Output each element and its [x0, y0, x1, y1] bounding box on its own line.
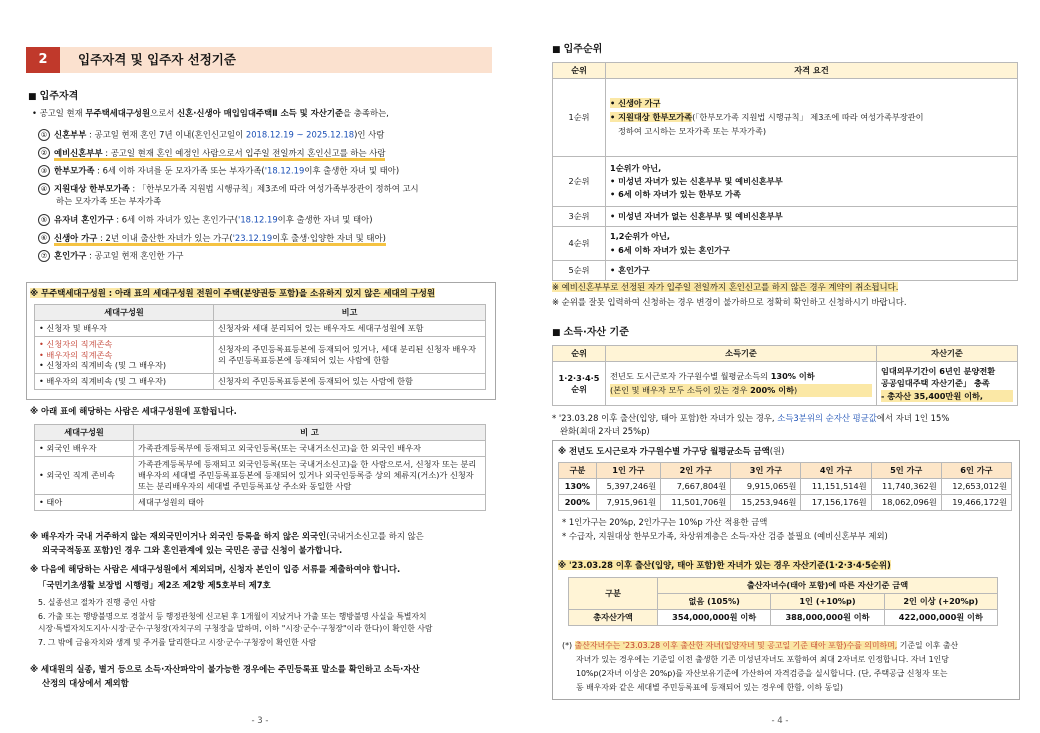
note-excluded-item: 시장·특별자치도지사·시장·군수·구청장(자치구의 구청장을 말하며, 이하 "시장·군수·구청장"이라 한다)이 확인한 사람 — [38, 624, 433, 633]
note-missing-member: ※ 세대원의 실종, 별거 등으로 소득·자산파악이 불가능한 경우에는 주민등록표 말소를 확인하고 소득·자산 — [30, 664, 420, 674]
th-note: 비 고 — [134, 425, 486, 441]
section-title: 입주자격 및 입주자 선정기준 — [78, 52, 236, 67]
monthly-income-title: ※ 전년도 도시근로자 가구원수별 가구당 월평균소득 금액(원) — [558, 446, 785, 456]
income-asset-table: 순위 소득기준 자산기준 1·2·3·4·5 순위 전년도 도시근로자 가구원수별 월평균소득의 130% 이하 (본인 및 배우자 모두 소득이 있는 경우 200% 이하) 임대의무기간이 6년인 분양전환 공공임대주택 자산기준」 충족 - 총자산 35,400만원 이하, — [552, 345, 1018, 406]
table-row: 3순위 • 미성년 자녀가 없는 신혼부부 및 예비신혼부부 — [553, 207, 1018, 227]
note-excluded-item: 6. 가출 또는 행방불명으로 경찰서 등 행정관청에 신고된 후 1개월이 지났거나 가출 또는 행방불명 사실을 특별자치 — [38, 612, 427, 621]
eligibility-intro: • 공고일 현재 무주택세대구성원으로서 신혼·신생아 매입임대주택Ⅱ 소득 및 자산기준을 충족하는, — [32, 108, 389, 118]
cell-note: 신청자의 주민등록표등본에 등재되어 있거나, 세대 분리된 신청자 배우자의 주민등록표등본에 등재되어 있는 사람에 한함 — [214, 337, 486, 374]
table-row — [35, 321, 486, 337]
table-row — [35, 374, 486, 390]
note-excluded: ※ 다음에 해당하는 사람은 세대구성원에서 제외되며, 신청자 본인이 입증 서류를 제출하여야 합니다. — [30, 564, 401, 574]
table-row: • 외국인 배우자 가족관계등록부에 등재되고 외국인등록(또는 국내거소신고)을 한 외국인 배우자 — [35, 441, 486, 457]
priority-table — [552, 62, 1018, 281]
eligibility-item-4-line2: 하는 모자가족 또는 부자가족 — [56, 196, 162, 206]
page-number: - 3 - — [251, 716, 269, 726]
cell-note: 신청자의 주민등록표등본에 등재되어 있는 사람에 한함 — [214, 374, 486, 390]
page-4 — [520, 0, 1040, 733]
asset-footnote-1: (*) 출산자녀수는 '23.03.28 이후 출산한 자녀(입양자녀 및 공고일 기준 태아 포함)수를 의미하며, 기준일 이후 출산 — [562, 641, 959, 650]
table-row: 1순위 • 신생아 가구 • 지원대상 한부모가족(「한부모가족 지원법 시행규칙」 제3조에 따라 여성가족부장관이 정하여 고시하는 모자가족 또는 부자가족) — [553, 79, 1018, 157]
table-row: • 외국인 직계 존비속 가족관계등록부에 등재되고 외국인등록(또는 국내거소신고)을 한 사람으로서, 신청자 또는 분리배우자의 세대별 주민등록표등본에 등재되어 있거나 외국인등록증 상의 체류지(거소)가 신청자 또는 분리배우자의 세대별 주민등록표상 주소와 동일한 사람 — [35, 457, 486, 495]
income-footnote-2: 완화(최대 2자녀 25%p) — [560, 426, 650, 436]
table-row — [35, 337, 486, 374]
priority-note-2: ※ 순위를 잘못 입력하여 신청하는 경우 변경이 불가하므로 정확히 확인하고 신청하시기 바랍니다. — [552, 297, 907, 307]
cell-member: • 배우자의 직계비속 (및 그 배우자) — [35, 374, 214, 390]
th-rank: 순위 — [553, 63, 606, 79]
note-missing-member-2: 산정의 대상에서 제외함 — [42, 678, 129, 688]
page-number: - 4 - — [771, 716, 789, 726]
asset-footnote-3: 10%p(2자녀 이상은 20%p)를 자산보유기준에 가산하여 자격검증을 실시합니다. (단, 주택공급 신청자 또는 — [576, 669, 948, 678]
subheading-priority: ■ 입주순위 — [552, 43, 602, 57]
cell-member: • 신청자 및 배우자 — [35, 321, 214, 337]
household-box-title: ※ 무주택세대구성원 : 아래 표의 세대구성원 전원이 주택(분양권등 포함)을 소유하지 있지 않은 세대의 구성원 — [30, 288, 435, 298]
table-row: • 태아 세대구성원의 태아 — [35, 495, 486, 511]
income-note-1: * 1인가구는 20%p, 2인가구는 10%p 가산 적용한 금액 — [562, 517, 768, 527]
section-number: 2 — [26, 47, 60, 73]
th-member: 세대구성원 — [35, 305, 214, 321]
eligibility-item-6: ⑥ 신생아 가구 : 2년 이내 출산한 자녀가 있는 가구('23.12.19이후 출생·입양한 자녀 및 태아) — [38, 232, 386, 244]
income-footnote: * '23.03.28 이후 출산(입양, 태아 포함)한 자녀가 있는 경우, 소득3분위의 순자산 평균값에서 자녀 1인 15% — [552, 413, 950, 423]
th-member: 세대구성원 — [35, 425, 134, 441]
th-requirement: 자격 요건 — [606, 63, 1018, 79]
table-row: 총자산가액 354,000,000원 이하 388,000,000원 이하 422,000,000원 이하 — [569, 610, 998, 626]
table-row: 2순위 1순위가 아닌, • 미성년 자녀가 있는 신혼부부 및 예비신혼부부 • 6세 이하 자녀가 있는 한부모 가족 — [553, 157, 1018, 207]
monthly-income-table: 구분 1인 가구 2인 가구 3인 가구 4인 가구 5인 가구 6인 가구 130% 5,397,246원 7,667,804원 9,915,065원 11,151,514원 11,740,362원 12,653,012원 200% 7,915,961원 11,501,706원 15,253,946원 17,156,176원 18,062,096원 19,466,172원 — [558, 462, 1012, 511]
priority-note-1: ※ 예비신혼부부로 선정된 자가 입주일 전일까지 혼인신고를 하지 않은 경우 계약이 취소됩니다. — [552, 282, 899, 292]
eligibility-item-2: ② 예비신혼부부 : 공고일 현재 혼인 예정인 사람으로서 입주일 전일까지 혼인신고를 하는 사람 — [38, 147, 385, 159]
asset-footnote-4: 동 배우자와 같은 세대별 주민등록표에 등재되어 있는 경우에 한함, 이하 동일) — [576, 683, 843, 692]
asset-footnote-2: 자녀가 있는 경우에는 기준일 이전 출생한 기존 미성년자녀도 포함하여 최대 2자녀로 인정합니다. 자녀 1인당 — [576, 655, 949, 664]
eligibility-item-7: ⑦ 혼인가구 : 공고일 현재 혼인한 가구 — [38, 250, 183, 262]
included-members-title: ※ 아래 표에 해당하는 사람은 세대구성원에 포함됩니다. — [30, 406, 237, 416]
income-note-2: * 수급자, 지원대상 한부모가족, 차상위계층은 소득·자산 검증 불필요 (예비신혼부부 제외) — [562, 531, 888, 541]
note-excluded-item: 7. 그 밖에 금융자치와 생계 및 주거를 달리한다고 시장·군수·구청장이 확인한 사람 — [38, 638, 317, 647]
note-foreign-spouse-2: 외국국적동포 포함)인 경우 그와 혼인관계에 있는 국민은 공급 신청이 불가합니다. — [42, 545, 343, 555]
cell-member: • 신청자의 직계존속 • 배우자의 직계존속 • 신청자의 직계비속 (및 그 배우자) — [35, 337, 214, 374]
table-row: 5순위 • 혼인가구 — [553, 261, 1018, 281]
table-row: 1·2·3·4·5 순위 전년도 도시근로자 가구원수별 월평균소득의 130% 이하 (본인 및 배우자 모두 소득이 있는 경우 200% 이하) 임대의무기간이 6년인 분양전환 공공임대주택 자산기준」 충족 - 총자산 35,400만원 이하, — [553, 362, 1018, 406]
th-note: 비고 — [214, 305, 486, 321]
note-excluded-law: 「국민기초생활 보장법 시행령」제2조 제2항 제5호부터 제7호 — [38, 580, 271, 590]
table-row: 130% 5,397,246원 7,667,804원 9,915,065원 11,151,514원 11,740,362원 12,653,012원 — [559, 479, 1012, 495]
eligibility-item-5: ⑤ 유자녀 혼인가구 : 6세 이하 자녀가 있는 혼인가구('18.12.19이후 출생한 자녀 및 태아) — [38, 214, 372, 226]
subheading-eligibility: ■ 입주자격 — [28, 90, 78, 104]
eligibility-item-1: ① 신혼부부 : 공고일 현재 혼인 7년 이내(혼인신고일이 2018.12.19 ~ 2025.12.18)인 사람 — [38, 129, 384, 141]
note-foreign-spouse: ※ 배우자가 국내 거주하지 않는 재외국민이거나 외국인 등록을 하지 않은 외국인(국내거소신고를 하지 않은 — [30, 531, 424, 541]
asset-table-title: ※ '23.03.28 이후 출산(입양, 태아 포함)한 자녀가 있는 경우 자산기준(1·2·3·4·5순위) — [558, 560, 891, 570]
eligibility-item-4: ④ 지원대상 한부모가족 : 「한부모가족 지원법 시행규칙」제3조에 따라 여성가족부장관이 정하여 고시 — [38, 183, 419, 195]
note-excluded-item: 5. 실종선고 절차가 진행 중인 사람 — [38, 598, 156, 607]
household-table — [34, 304, 486, 390]
table-row: 200% 7,915,961원 11,501,706원 15,253,946원 17,156,176원 18,062,096원 19,466,172원 — [559, 495, 1012, 511]
table-row: 4순위 1,2순위가 아닌, • 6세 이하 자녀가 있는 혼인가구 — [553, 227, 1018, 261]
asset-table: 구분 출산자녀수(태아 포함)에 따른 자산기준 금액 없음 (105%) 1인 (+10%p) 2인 이상 (+20%p) 총자산가액 354,000,000원 이하 388,000,000원 이하 422,000,000원 이하 — [568, 577, 998, 626]
subheading-income: ■ 소득·자산 기준 — [552, 326, 629, 340]
eligibility-item-3: ③ 한부모가족 : 6세 이하 자녀를 둔 모자가족 또는 부자가족('18.12.19이후 출생한 자녀 및 태아) — [38, 165, 399, 177]
cell-note: 신청자와 세대 분리되어 있는 배우자도 세대구성원에 포함 — [214, 321, 486, 337]
section-header — [26, 47, 492, 73]
included-members-table — [34, 424, 486, 511]
